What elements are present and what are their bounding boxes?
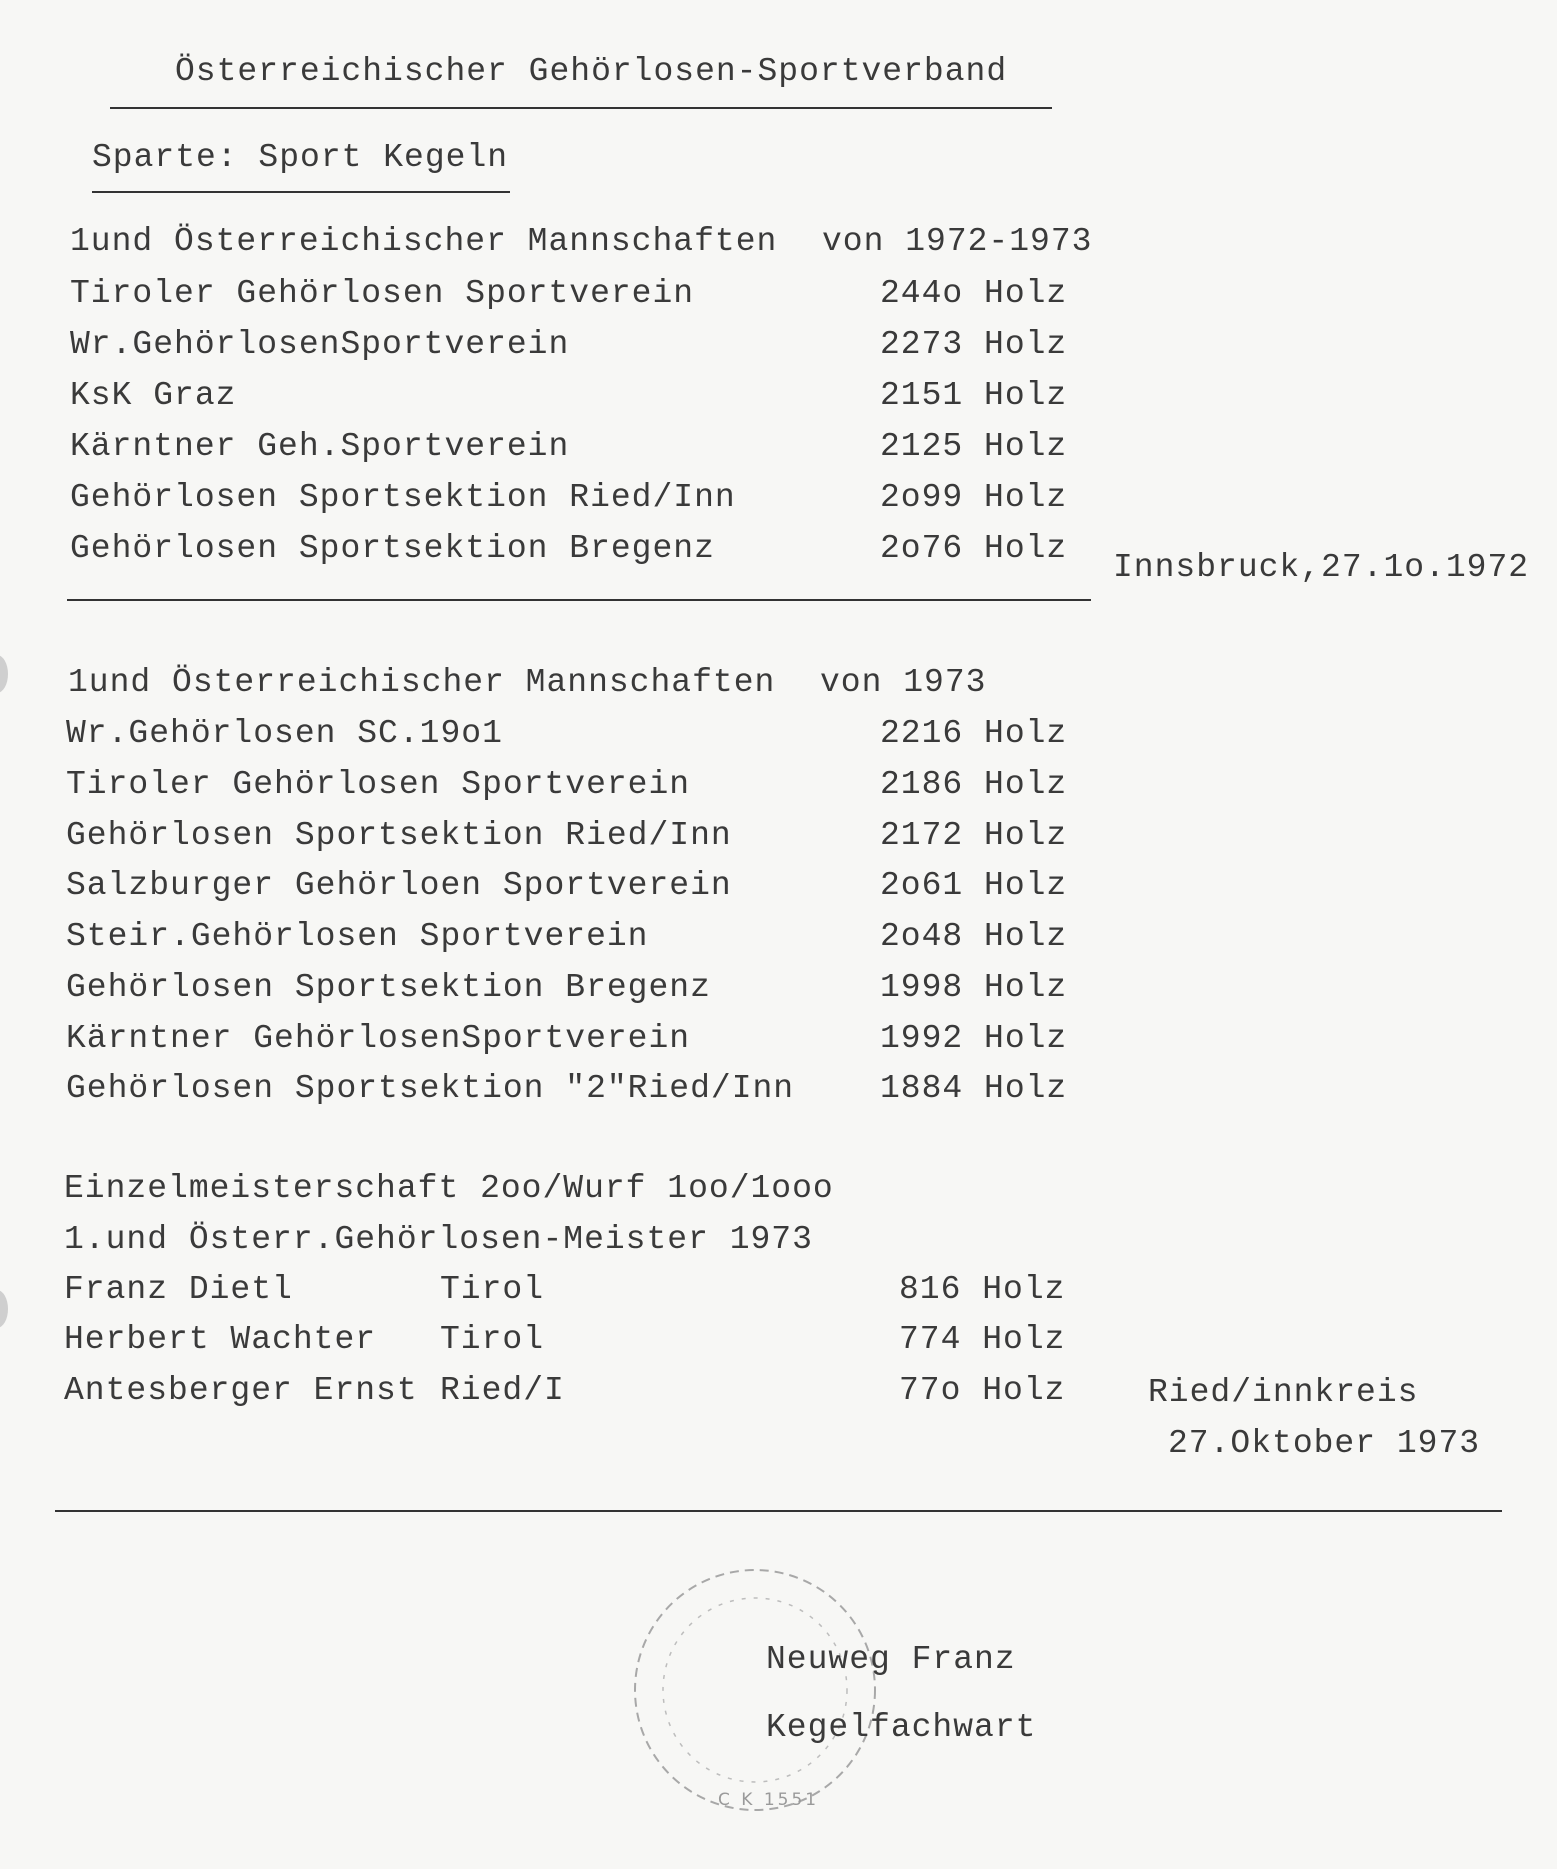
- table1-row-value: 244o Holz: [880, 275, 1068, 312]
- stamp-inner-ring: [663, 1598, 847, 1782]
- table2-row-value: 2o61 Holz: [880, 867, 1068, 904]
- individual-row-value: 774 Holz: [899, 1321, 1066, 1358]
- table1-divider: [67, 599, 1091, 601]
- punch-hole-top: [0, 655, 8, 693]
- table2-row-value: 2o48 Holz: [880, 918, 1068, 955]
- title-underline: [110, 107, 1052, 109]
- individual-place: Ried/innkreis: [1148, 1374, 1419, 1411]
- signature-name: Neuweg Franz: [766, 1641, 1016, 1678]
- table2-period: von 1973: [820, 664, 987, 701]
- table1-row-value: 2o99 Holz: [880, 479, 1068, 516]
- table2-row-value: 2172 Holz: [880, 817, 1068, 854]
- table2-heading: 1und Österreichischer Mannschaften: [68, 664, 776, 701]
- table1-row-name: Gehörlosen Sportsektion Ried/Inn: [70, 479, 736, 516]
- table1-place-date: Innsbruck,27.1o.1972: [1113, 549, 1530, 586]
- official-stamp: [620, 1555, 890, 1825]
- section-label: Sparte: Sport Kegeln: [92, 139, 509, 176]
- table2-row-name: Gehörlosen Sportsektion Bregenz: [66, 969, 711, 1006]
- table2-row-name: Kärntner GehörlosenSportverein: [66, 1020, 691, 1057]
- table1-row-value: 2o76 Holz: [880, 530, 1068, 567]
- individual-row-region: Tirol: [440, 1271, 545, 1308]
- table2-row-name: Wr.Gehörlosen SC.19o1: [66, 715, 503, 752]
- table1-row-name: Gehörlosen Sportsektion Bregenz: [70, 530, 715, 567]
- section-underline: [92, 191, 510, 193]
- individual-row-value: 77o Holz: [899, 1372, 1066, 1409]
- table2-row-value: 1884 Holz: [880, 1070, 1068, 1107]
- table2-row-name: Steir.Gehörlosen Sportverein: [66, 918, 649, 955]
- table1-row-name: KsK Graz: [70, 377, 237, 414]
- table2-row-value: 1992 Holz: [880, 1020, 1068, 1057]
- individual-row-region: Tirol: [440, 1321, 545, 1358]
- individual-line1: Einzelmeisterschaft 2oo/Wurf 1oo/1ooo: [64, 1170, 834, 1207]
- table1-period: von 1972-1973: [822, 223, 1093, 260]
- individual-row-name: Herbert Wachter: [64, 1321, 377, 1358]
- table1-row-name: Tiroler Gehörlosen Sportverein: [70, 275, 695, 312]
- table2-row-name: Tiroler Gehörlosen Sportverein: [66, 766, 691, 803]
- individual-date: 27.Oktober 1973: [1168, 1425, 1481, 1462]
- table2-row-value: 2216 Holz: [880, 715, 1068, 752]
- table1-row-value: 2273 Holz: [880, 326, 1068, 363]
- individual-row-name: Franz Dietl: [64, 1271, 293, 1308]
- table2-row-value: 2186 Holz: [880, 766, 1068, 803]
- table2-row-name: Gehörlosen Sportsektion "2"Ried/Inn: [66, 1070, 795, 1107]
- individual-line2: 1.und Österr.Gehörlosen-Meister 1973: [64, 1221, 813, 1258]
- table2-row-name: Gehörlosen Sportsektion Ried/Inn: [66, 817, 732, 854]
- table1-heading: 1und Österreichischer Mannschaften: [70, 223, 778, 260]
- individual-row-value: 816 Holz: [899, 1271, 1066, 1308]
- table1-row-name: Kärntner Geh.Sportverein: [70, 428, 570, 465]
- punch-hole-bottom: [0, 1290, 8, 1328]
- individual-row-name: Antesberger Ernst: [64, 1372, 418, 1409]
- table1-row-name: Wr.GehörlosenSportverein: [70, 326, 570, 363]
- document-title: Österreichischer Gehörlosen-Sportverband: [175, 53, 1008, 90]
- table2-row-value: 1998 Holz: [880, 969, 1068, 1006]
- stamp-text: C K 1551: [718, 1790, 820, 1810]
- signature-role: Kegelfachwart: [766, 1709, 1037, 1746]
- table1-row-value: 2125 Holz: [880, 428, 1068, 465]
- footer-divider: [55, 1510, 1502, 1512]
- table2-row-name: Salzburger Gehörloen Sportverein: [66, 867, 732, 904]
- table1-row-value: 2151 Holz: [880, 377, 1068, 414]
- individual-row-region: Ried/I: [440, 1372, 565, 1409]
- stamp-outer-ring: [635, 1570, 875, 1810]
